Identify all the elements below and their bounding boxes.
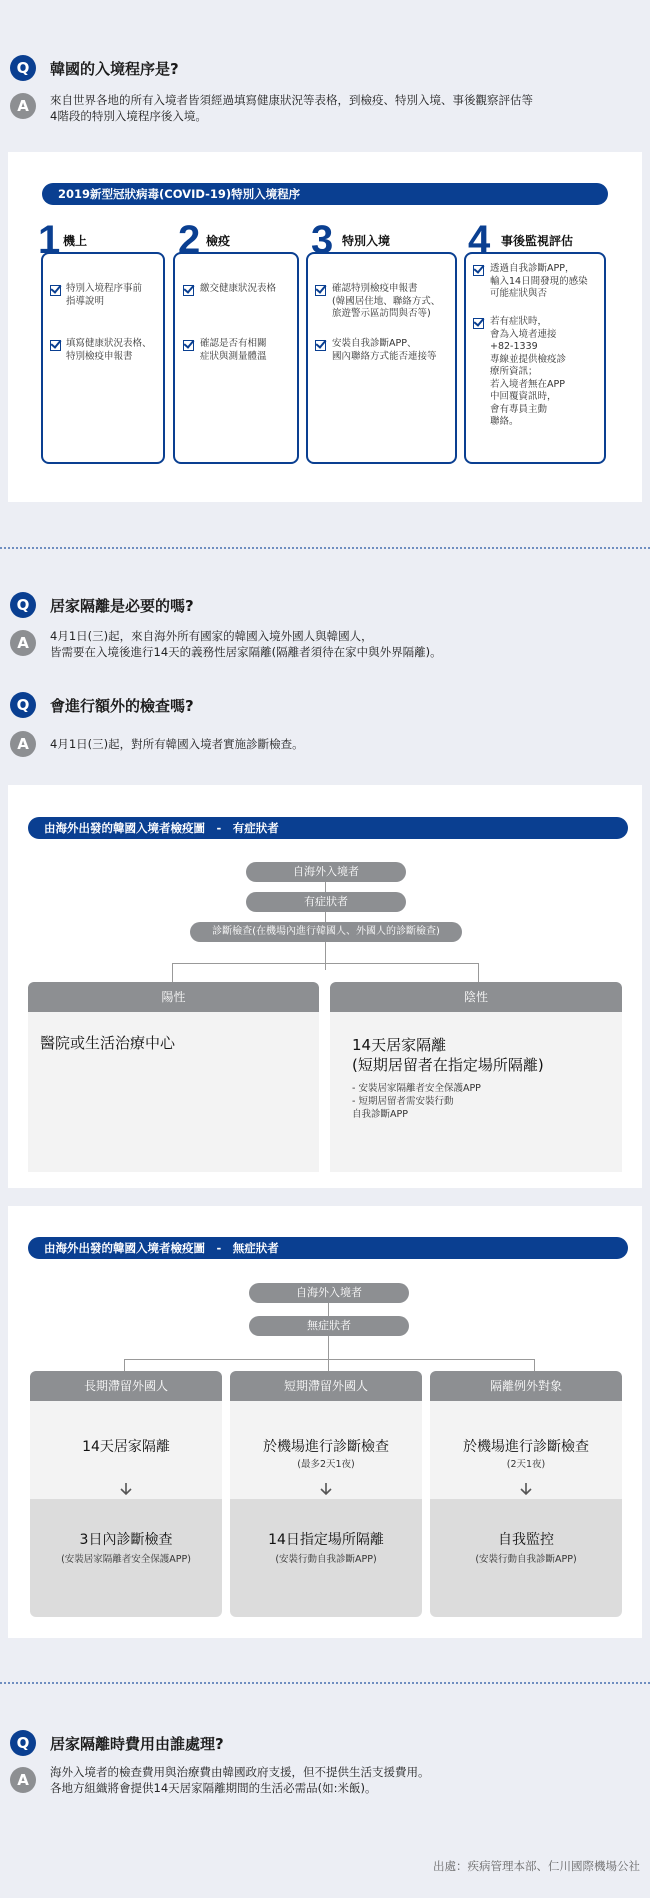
connector [478, 963, 479, 983]
short-term-foreigner-card [230, 1401, 422, 1617]
checkbox-icon [50, 340, 61, 351]
flow-symptomatic-panel [8, 785, 642, 1188]
checkbox-icon [183, 285, 194, 296]
card-bottom-subtext: (安裝行動自我診斷APP) [275, 1554, 377, 1565]
step-number-1: 1 [38, 218, 61, 262]
negative-result: 14天居家隔離 (短期居留者在指定場所隔離) [352, 1036, 544, 1074]
node-symptomatic: 有症狀者 [246, 892, 406, 912]
question-badge: Q [10, 1730, 36, 1756]
checkbox-icon [473, 318, 484, 329]
answer-badge: A [10, 731, 36, 757]
connector [325, 942, 326, 970]
arrow-down-icon [518, 1481, 534, 1497]
step-title-4: 事後監視評估 [501, 234, 574, 248]
card-top-subtext: (最多2天1夜) [297, 1459, 355, 1470]
card-bottom-subtext: (安裝居家隔離者安全保護APP) [61, 1554, 191, 1565]
positive-header: 陽性 [28, 982, 319, 1012]
card-bottom-text: 14日指定場所隔離 [268, 1532, 384, 1548]
flow-asymptomatic-panel [8, 1206, 642, 1638]
quarantine-exempt-header: 隔離例外對象 [430, 1371, 622, 1401]
step-number-4: 4 [468, 218, 491, 262]
node-asymptomatic: 無症狀者 [249, 1316, 409, 1336]
section-divider [0, 547, 650, 549]
step-item: 透過自我診斷APP， 輸入14日間發現的感染 可能症狀與否 [490, 263, 588, 299]
node-overseas-arrival: 自海外入境者 [246, 862, 406, 882]
answer-badge: A [10, 630, 36, 656]
step-item: 安裝自我診斷APP、 國內聯絡方式能否連接等 [332, 338, 437, 362]
step-item: 若有症狀時， 會為入境者連接 +82-1339 專線並提供檢疫診 療所資訊； 若入境者無在APP 中回覆資訊時， 會有專員主動 聯絡。 [490, 316, 567, 427]
step-item: 確認是否有相關 症狀與測量體溫 [200, 338, 267, 362]
answer-text: 來自世界各地的所有入境者皆須經過填寫健康狀況等表格，到檢疫、特別入境、事後觀察評估等 4階段的特別入境程序後入境。 [50, 93, 533, 123]
step-number-3: 3 [311, 218, 334, 262]
checkbox-icon [183, 340, 194, 351]
answer-text: 4月1日(三)起，來自海外所有國家的韓國入境外國人與韓國人， 皆需要在入境後進行14天的義務性居家隔離(隔離者須待在家中與外界隔離)。 [50, 629, 442, 659]
question-badge: Q [10, 592, 36, 618]
connector [172, 963, 173, 983]
long-term-foreigner-card [30, 1401, 222, 1617]
question-badge: Q [10, 692, 36, 718]
card-bottom-subtext: (安裝行動自我診斷APP) [475, 1554, 577, 1565]
node-diagnostic-test: 診斷檢查(在機場內進行韓國人、外國人的診斷檢查) [190, 922, 462, 942]
connector [124, 1359, 534, 1360]
step-item: 繳交健康狀況表格 [200, 283, 277, 294]
card-bottom-text: 3日內診斷檢查 [79, 1532, 173, 1548]
card-top-subtext: (2天1夜) [506, 1459, 546, 1470]
arrow-down-icon [318, 1481, 334, 1497]
negative-notes: - 安裝居家隔離者安全保護APP - 短期居留者需安裝行動 自我診斷APP [352, 1083, 481, 1120]
source-credit: 出處：疾病管理本部、仁川國際機場公社 [433, 1859, 640, 1873]
question-text: 居家隔離時費用由誰處理? [50, 1735, 224, 1753]
step-item: 填寫健康狀況表格、 特別檢疫申報書 [66, 338, 152, 362]
checkbox-icon [315, 340, 326, 351]
answer-text: 海外入境者的檢查費用與治療費由韓國政府支援，但不提供生活支援費用。 各地方組織將會提供14天居家隔離期間的生活必需品(如:米飯)。 [50, 1765, 430, 1795]
procedure-panel [8, 152, 642, 502]
quarantine-exempt-card [430, 1401, 622, 1617]
arrow-down-icon [118, 1481, 134, 1497]
connector [328, 1303, 329, 1316]
positive-result: 醫院或生活治療中心 [40, 1034, 176, 1052]
step-title-3: 特別入境 [342, 234, 391, 248]
step-item: 特別入境程序事前 指導說明 [66, 283, 143, 307]
connector [172, 963, 478, 964]
procedure-title: 2019新型冠狀病毒(COVID-19)特別入境程序 [42, 183, 608, 205]
card-top-text: 14天居家隔離 [82, 1439, 170, 1455]
flow-title: 由海外出發的韓國入境者檢疫圖 - 有症狀者 [28, 817, 628, 839]
flow-title: 由海外出發的韓國入境者檢疫圖 - 無症狀者 [28, 1237, 628, 1259]
question-text: 韓國的入境程序是? [50, 60, 179, 78]
step-title-2: 檢疫 [206, 234, 231, 248]
card-bottom-text: 自我監控 [498, 1532, 554, 1548]
answer-badge: A [10, 93, 36, 119]
negative-header: 陰性 [330, 982, 622, 1012]
short-term-foreigner-header: 短期滯留外國人 [230, 1371, 422, 1401]
checkbox-icon [473, 265, 484, 276]
step-title-1: 機上 [63, 234, 88, 248]
question-text: 居家隔離是必要的嗎? [50, 597, 194, 615]
checkbox-icon [50, 285, 61, 296]
connector [325, 882, 326, 892]
card-top-text: 於機場進行診斷檢查 [463, 1439, 589, 1455]
long-term-foreigner-header: 長期滯留外國人 [30, 1371, 222, 1401]
answer-badge: A [10, 1767, 36, 1793]
connector [325, 912, 326, 922]
step-item: 確認特別檢疫申報書 (韓國居住地、聯絡方式、 旅遊警示區訪問與否等) [332, 283, 441, 319]
node-overseas-arrival: 自海外入境者 [249, 1283, 409, 1303]
question-badge: Q [10, 55, 36, 81]
checkbox-icon [315, 285, 326, 296]
card-top-text: 於機場進行診斷檢查 [263, 1439, 389, 1455]
step-number-2: 2 [178, 218, 201, 262]
question-text: 會進行額外的檢查嗎? [50, 697, 194, 715]
answer-text: 4月1日(三)起，對所有韓國入境者實施診斷檢查。 [50, 737, 304, 751]
section-divider [0, 1682, 650, 1684]
